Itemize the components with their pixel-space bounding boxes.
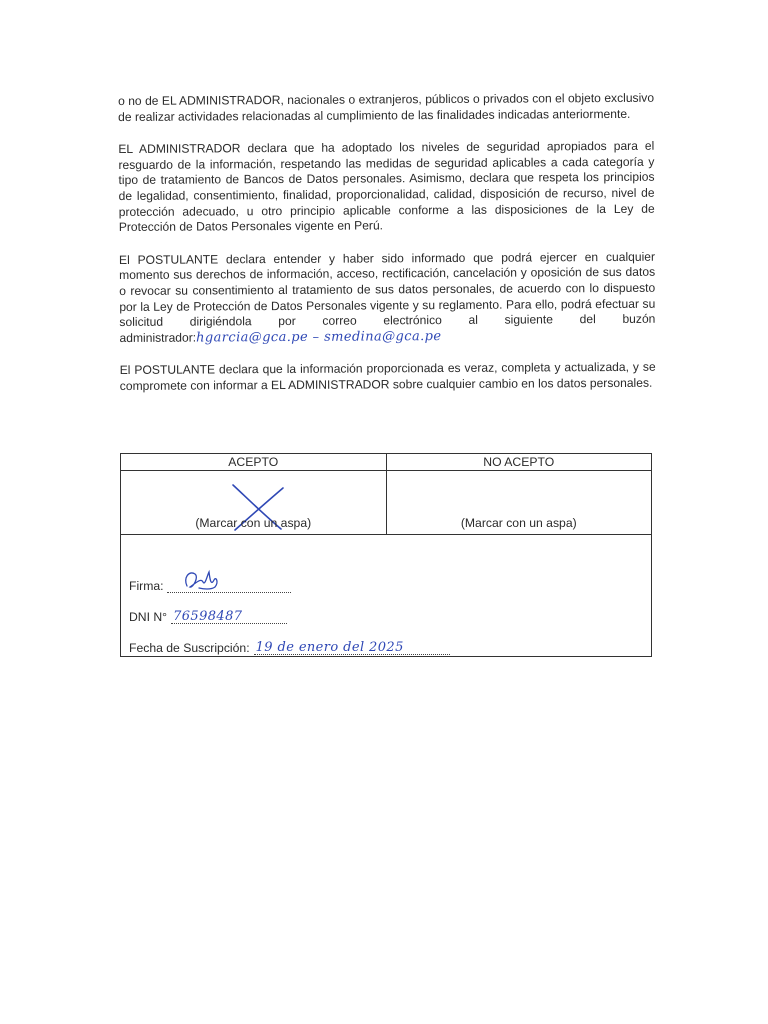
dni-field[interactable]: [171, 609, 287, 624]
consent-table: [120, 453, 652, 657]
date-field[interactable]: [254, 640, 450, 655]
fecha-value: 19 de enero del 2025: [255, 640, 404, 655]
handwritten-signature-icon: [181, 568, 221, 592]
dni-value: 76598487: [173, 609, 243, 624]
dni-label: DNI N°: [129, 610, 168, 624]
dni-row: [129, 593, 641, 624]
paragraph-rights-text: El POSTULANTE declara entender y haber sido informado que podrá ejercer en cualquier momento sus derechos de información, acceso, rectificación, cancelación y oposición de sus datos o revocar su consentimiento al tratamiento de sus datos personales, de acuerdo con lo dispuesto por la Ley de Protección de Datos Personales vigente y su reglamento. Para ello, podrá efectuar su solicitud dirigiéndola por correo electrónico al siguiente del buzón: [118, 249, 656, 330]
signature-row: [129, 562, 641, 593]
reject-header: NO ACEPTO: [387, 454, 652, 471]
reject-note: (Marcar con un aspa): [460, 516, 577, 530]
accept-header: ACEPTO: [121, 454, 386, 471]
handwritten-mailbox: hgarcia@gca.pe – smedina@gca.pe: [196, 328, 442, 346]
paragraph-security: EL ADMINISTRADOR declara que ha adoptado los niveles de seguridad apropiados para el resguardo de la información, respetando las medidas de seguridad aplicables a cada categoría y tipo de tratamiento de Bancos de Datos personales. Asimismo, declara que respeta los principios de legalidad, consentimiento, finalidad, proporcionalidad, calidad, disposición de recurso, nivel de protección adecuado, u otro principio aplicable conforme a las disposiciones de la Ley de Protección de Datos Personales vigente en Perú.: [118, 138, 655, 235]
reject-cell[interactable]: [386, 454, 652, 534]
paragraph-rights: [119, 249, 656, 346]
date-row: [129, 624, 641, 655]
fecha-label: Fecha de Suscripción:: [129, 641, 250, 655]
document-body: [118, 91, 656, 412]
paragraph-accuracy: El POSTULANTE declara que la información proporcionada es veraz, completa y actualizada, y se compromete con informar a EL ADMINISTRADOR sobre cualquier cambio en los datos personales.: [119, 360, 656, 393]
firma-label: Firma:: [129, 579, 164, 593]
paragraph-recipients: o no de EL ADMINISTRADOR, nacionales o extranjeros, públicos o privados con el objeto exclusivo de realizar actividades relacionadas al cumplimiento de las finalidades indicadas anteriormente.: [118, 90, 655, 124]
signature-field[interactable]: [167, 578, 291, 593]
mailbox-label: administrador:: [119, 330, 197, 345]
accept-cell[interactable]: [121, 454, 386, 534]
consent-options: [121, 454, 651, 535]
accept-note: (Marcar con un aspa): [195, 516, 312, 530]
signature-fields: [129, 562, 641, 655]
